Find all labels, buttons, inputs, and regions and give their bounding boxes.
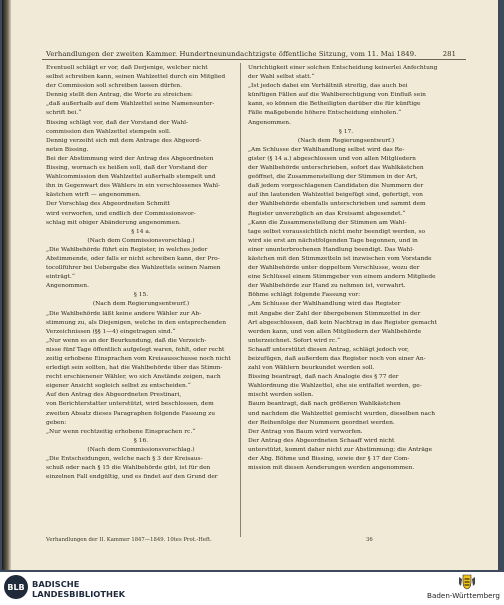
text-line: eigener Ansicht sogleich selbst zu entscheiden.“ bbox=[46, 383, 191, 390]
text-line: nisse fünf Tage öffentlich aufgelegt waren, fehlt, oder recht bbox=[46, 346, 225, 353]
text-line: „Am Schlusse der Wahlhandlung selbst wird das Re- bbox=[248, 146, 405, 153]
text-line: der Wahlbehörde zur Hand zu nehmen ist, verwahrt. bbox=[248, 283, 406, 290]
text-line: einer ununterbrochenen Handlung beendigt. Das Wahl- bbox=[248, 246, 415, 253]
text-line: „Kann die Zusammenstellung der Stimmen am Wahl- bbox=[248, 219, 407, 226]
text-line: „Nur wenn rechtzeitig erhobene Einsprachen rc.“ bbox=[46, 428, 196, 435]
text-line: „Nur wenn es an der Beurkundung, daß die Verzeich- bbox=[46, 337, 207, 344]
library-name-line1: BADISCHE bbox=[32, 579, 80, 589]
text-line: Der Antrag von Baum wird verworfen. bbox=[248, 428, 363, 435]
text-line: geöffnet, die Zusammenstellung der Stimmen in der Art, bbox=[248, 174, 418, 181]
text-line: mission mit diesen Aenderungen werden angenommen. bbox=[248, 465, 415, 472]
page-footer bbox=[46, 537, 446, 543]
text-line: einzelnen Fall endgültig, und es findet auf den Grund der bbox=[46, 474, 218, 481]
text-line: der Wahlbehörde ebenfalls unterschrieben und sammt dem bbox=[248, 201, 426, 208]
text-line: Bissing schlägt vor, daß der Vorstand der Wahl- bbox=[46, 119, 189, 126]
text-line: mit Angabe der Zahl der übergebenen Stimmzettel in der bbox=[248, 310, 421, 317]
text-line: kästchen wirft — angenommen. bbox=[46, 192, 141, 199]
text-line: und nachdem die Wahlzettel gemischt wurden, dieselben nach bbox=[248, 410, 436, 417]
text-line: (Nach dem Commissionsvorschlag.) bbox=[87, 237, 195, 244]
scanned-page bbox=[2, 0, 498, 570]
text-line: zweiten Absatz dieses Paragraphen folgende Fassung zu geben: bbox=[46, 410, 216, 426]
text-line: Eventuell schlägt er vor, daß Derjenige, welcher nicht bbox=[46, 65, 208, 71]
library-name-line2: LANDESBIBLIOTHEK bbox=[32, 589, 126, 599]
bw-crest-icon[interactable] bbox=[458, 574, 476, 590]
text-line: von Berichterstatter unterstützt, wird beschlossen, dem bbox=[46, 401, 214, 408]
book-spine-shadow bbox=[2, 0, 11, 570]
text-line: tocollführer bei Uebergabe des Wahlzettels seinen Namen bbox=[46, 265, 221, 272]
text-line: der Wahlbehörde unterschrieben, sofort das Wahlkästchen bbox=[248, 165, 424, 172]
sheet-signature: 36 bbox=[366, 537, 373, 543]
text-line: wird sie erst am nächstfolgenden Tage begonnen, und in bbox=[248, 237, 418, 244]
text-line: „daß außerhalb auf dem Wahlzettel seine Namensunter- bbox=[46, 101, 215, 108]
text-line: Auf den Antrag des Abgeordneten Prestinari, bbox=[46, 392, 182, 399]
text-line: selbst schreiben kann, seinen Wahlzettel durch ein Mitglied bbox=[46, 74, 226, 81]
text-line: unterzeichnet. Sofort wird rc.“ bbox=[248, 337, 340, 344]
text-line: Bissing beantragt, daß nach Analogie des § 77 der bbox=[248, 374, 399, 381]
column-divider bbox=[240, 63, 241, 537]
text-line: einträgt.“ bbox=[46, 274, 75, 281]
text-line: zahl von Wählern beurkundet werden soll. bbox=[248, 365, 375, 372]
text-line: der Wahl selbst statt.“ bbox=[248, 74, 315, 81]
state-name[interactable]: Baden-Württemberg bbox=[427, 591, 500, 600]
left-text-column bbox=[46, 64, 236, 482]
text-line: „Die Wahlbehörde führt ein Register, in welches jeder bbox=[46, 246, 208, 253]
text-line: Der Vorschlag des Abgeordneten Schmitt bbox=[46, 201, 170, 208]
text-line: schrift bei.“ bbox=[46, 110, 82, 117]
text-line: Angenommen. bbox=[248, 119, 291, 126]
text-line: Register unverzüglich an das Kreisamt abgesendet.“ bbox=[248, 210, 406, 217]
text-line: Baum beantragt, daß nach größeren Wahlkästchen bbox=[248, 401, 401, 408]
text-line: recht erschienener Wähler, wo sich Anstände zeigen, nach bbox=[46, 374, 221, 381]
text-line: schuß oder nach § 15 die Wahlbehörde gibt, ist für den bbox=[46, 465, 211, 472]
text-line: „Am Schlusse der Wahlhandlung wird das Register bbox=[248, 301, 401, 308]
text-line: Unrichtigkeit einer solchen Entscheidung keinerlei Anfechtung bbox=[248, 65, 438, 71]
text-line: (Nach dem Commissionsvorschlag.) bbox=[87, 446, 195, 453]
right-text-column bbox=[248, 64, 444, 473]
text-line: Wahlordnung die Wahlzettel, ehe sie entfaltet werden, ge- bbox=[248, 383, 422, 390]
text-line: Verzeichnissen (§§ 1—4) eingetragen sind.“ bbox=[46, 328, 176, 335]
text-line: eine Schlüssel einem Stimmgeber von einem andern Mitgliede bbox=[248, 274, 436, 281]
text-line: erledigt sein sollten, hat die Wahlbehörde über das Stimm- bbox=[46, 365, 223, 372]
text-line: (Nach dem Regierungsentwurf.) bbox=[92, 301, 190, 308]
text-line: mischt werden sollen. bbox=[248, 392, 314, 399]
text-line: § 17. bbox=[338, 128, 354, 135]
text-line: künftigen Fällen auf die Wahlberechtigung von Einfluß sein bbox=[248, 92, 426, 99]
text-line: stimmung zu, als Diejenigen, welche in den entsprechenden bbox=[46, 319, 226, 326]
text-line: Dennig stellt den Antrag, die Worte zu streichen: bbox=[46, 92, 193, 99]
blb-logo-icon[interactable]: BLB bbox=[4, 575, 28, 599]
header-rule bbox=[42, 59, 466, 60]
text-line: Fälle maßgebende höhere Entscheidung einholen.“ bbox=[248, 110, 402, 117]
text-line: der Abg. Böhme und Bissing, sowie der § 17 der Com- bbox=[248, 456, 410, 463]
text-line: Böhme schlägt folgende Fassung vor: bbox=[248, 292, 361, 299]
viewer-footer-bar bbox=[0, 572, 504, 605]
text-line: beizufügen, daß außerdem das Register noch von einer An- bbox=[248, 356, 426, 362]
text-line: Bei der Abstimmung wird der Antrag des Abgeordneten bbox=[46, 155, 214, 162]
header-title: Verhandlungen der zweiten Kammer. Hundertneunundachtzigste öffentliche Sitzung, vom 11. Mai 1849. bbox=[46, 50, 417, 58]
text-line: auf ihn lautenden Wahlzettel beigefügt sind, gefertigt, von bbox=[248, 192, 423, 199]
text-line: zeitig erhobene Einsprachen vom Kreisausschusse noch nicht bbox=[46, 356, 231, 362]
text-line: der Wahlbehörde unter doppeltem Verschlusse, wozu der bbox=[248, 265, 420, 272]
footer-imprint: Verhandlungen der II. Kammer 1847—1849. 10tes Prot.-Heft. bbox=[46, 537, 212, 543]
text-line: kann, so können die Betheiligten darüber die für künftige bbox=[248, 101, 421, 108]
text-line: Dennig verzeiht sich mit dem Antrage des Abgeord- bbox=[46, 137, 202, 144]
text-line: Schaaff unterstützt diesen Antrag, schlägt jedoch vor, bbox=[248, 346, 409, 353]
text-line: schlag mit obiger Abänderung angenommen. bbox=[46, 219, 181, 226]
library-name[interactable] bbox=[32, 579, 125, 599]
text-line: Abstimmende, oder falls er nicht schreiben kann, der Pro- bbox=[46, 255, 220, 262]
text-line: neten Bissing. bbox=[46, 146, 89, 153]
text-line: daß jedem vorgeschlagenen Candidaten die Nummern der bbox=[248, 183, 424, 190]
page-number: 281 bbox=[442, 50, 456, 58]
text-line: tage selbst voraussichtlich nicht mehr beendigt werden, so bbox=[248, 228, 426, 235]
text-line: ihn in Gegenwart des Wählers in ein verschlossenes Wahl- bbox=[46, 183, 221, 190]
text-line: werden kann, und von allen Mitgliedern der Wahlbehörde bbox=[248, 328, 422, 335]
text-line: § 15. bbox=[133, 292, 149, 299]
text-line: „Die Wahlbehörde läßt keine andere Wähler zur Ab- bbox=[46, 310, 202, 317]
text-line: der Reihenfolge der Nummern geordnet werden. bbox=[248, 419, 395, 426]
text-line: wird verworfen, und endlich der Commissionsvor- bbox=[46, 210, 196, 217]
text-line: Bissing, wornach es heißen soll, daß der Vorstand der bbox=[46, 165, 208, 172]
text-line: unterstützt, kommt daher nicht zur Abstimmung; die Anträge bbox=[248, 446, 433, 453]
text-line: gister (§ 14 a.) abgeschlossen und von allen Mitgliedern bbox=[248, 155, 416, 162]
text-line: der Commission soll schreiben lassen dürfen. bbox=[46, 83, 182, 90]
text-line: § 16. bbox=[133, 437, 149, 444]
text-line: commission den Wahlzettel stempeln soll. bbox=[46, 128, 171, 135]
running-header bbox=[46, 50, 456, 58]
text-line: kästchen mit den Stimmzetteln ist inzwischen vom Vorstande bbox=[248, 255, 432, 262]
text-line: Der Antrag des Abgeordneten Schaaff wird nicht bbox=[248, 437, 395, 444]
text-line: (Nach dem Regierungsentwurf.) bbox=[297, 137, 395, 144]
text-line: „Die Entscheidungen, welche nach § 3 der Kreisaus- bbox=[46, 456, 203, 463]
text-line: Art abgeschlossen, daß kein Nachtrag in das Register gemacht bbox=[248, 319, 437, 326]
text-line: Wahlcommission den Wahlzettel außerhalb stempelt und bbox=[46, 174, 216, 181]
text-line: Angenommen. bbox=[46, 283, 89, 290]
text-line: § 14 a. bbox=[131, 228, 151, 235]
text-line: „Ist jedoch dabei ein Verhältniß streitig, das auch bei bbox=[248, 83, 408, 90]
